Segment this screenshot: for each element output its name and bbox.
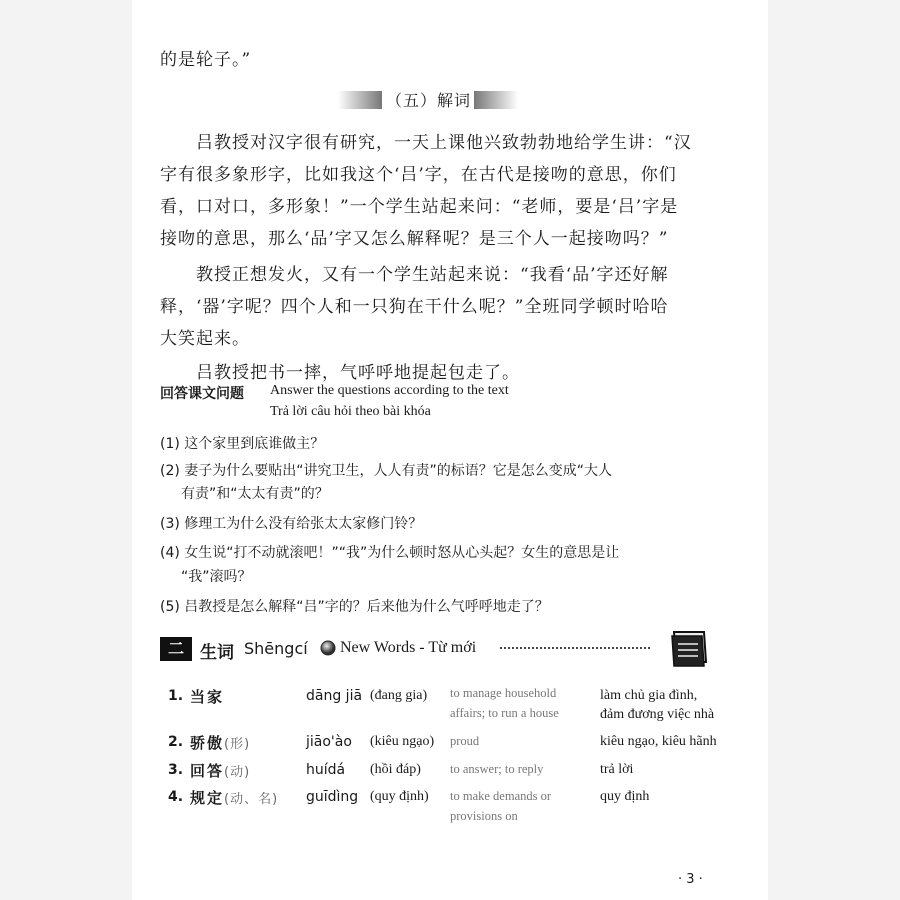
word-pinyin: guīdìng [306,789,359,805]
section-heading [338,88,518,112]
word-english: to manage household affairs; to run a house [450,686,559,720]
story-line: 吕教授把书一摔，气呼呼地提起包走了。 [196,363,520,383]
word-vietnamese: trả lời [600,762,634,777]
continued-line: 的是轮子。” [160,50,252,70]
question-2: (2) 妻子为什么要贴出“讲究卫生，人人有责”的标语？它是怎么变成“大人 [160,463,613,479]
word-vietnamese: làm chủ gia đình, đảm đương việc nhà [600,688,715,722]
story-line: 教授正想发火，又有一个学生站起来说：“我看‘品’字还好解 [196,265,669,285]
story-line: 释，‘器’字呢？四个人和一只狗在干什么呢？”全班同学顿时哈哈 [160,297,669,317]
question-4: (4) 女生说“打不动就滚吧！”“我”为什么顿时怒从心头起？女生的意思是让 [160,545,620,561]
story-line: 看，口对口，多形象！”一个学生站起来问：“老师，要是‘吕’字是 [160,197,679,217]
word-chinese: 回答(动) [190,762,251,780]
question-4-cont: “我”滚吗？ [181,569,252,585]
question-1: (1) 这个家里到底谁做主？ [160,436,325,452]
dotted-leader [500,647,650,649]
new-words-title-en: New Words - Từ mới [340,639,477,656]
question-5: (5) 吕教授是怎么解释“吕”字的？后来他为什么气呼呼地走了？ [160,599,549,615]
word-number: 3. [168,762,184,778]
heading-bar-left [338,91,382,109]
question-3: (3) 修理工为什么没有给张太太家修门铃？ [160,516,423,532]
new-words-header [160,637,700,665]
story-line: 字有很多象形字，比如我这个‘吕’字，在古代是接吻的意思，你们 [160,165,677,185]
word-pinyin: dāng jiā [306,688,363,704]
questions-title-vi: Trả lời câu hỏi theo bài khóa [270,404,431,419]
story-line: 接吻的意思，那么‘品’字又怎么解释呢？是三个人一起接吻吗？” [160,229,669,249]
word-sino-vietnamese: (quy định) [370,789,429,804]
word-vietnamese: quy định [600,789,650,804]
word-english: proud [450,734,480,748]
word-english: to answer; to reply [450,762,544,776]
word-chinese: 规定(动、名) [190,789,279,807]
new-words-title-cn: 生词 [200,643,234,663]
notebook-icon [668,628,710,670]
story-line: 吕教授对汉字很有研究，一天上课他兴致勃勃地给学生讲：“汉 [196,133,692,153]
question-2-cont: 有责”和“太太有责”的？ [181,486,329,502]
word-part-of-speech: (形) [224,737,251,752]
questions-title: 回答课文问题 [160,386,244,402]
new-words-title-pinyin: Shēngcí [244,639,308,658]
questions-title-en: Answer the questions according to the text [270,383,509,398]
word-pinyin: huídá [306,762,346,778]
story-line: 大笑起来。 [160,329,250,349]
word-sino-vietnamese: (kiêu ngạo) [370,734,435,749]
section-number-badge: 二 [160,637,192,661]
word-chinese: 当家 [190,688,225,706]
heading-bar-right [474,91,518,109]
word-vietnamese: kiêu ngạo, kiêu hãnh [600,734,717,749]
word-pinyin: jiāo'ào [306,734,352,750]
page-number: · 3 · [678,872,703,887]
word-chinese: 骄傲(形) [190,734,251,752]
word-part-of-speech: (动、名) [224,792,279,807]
circle-ornament-icon [320,640,336,656]
section-title: （五）解词 [386,91,472,110]
word-part-of-speech: (动) [224,765,251,780]
word-number: 4. [168,789,184,805]
word-number: 1. [168,688,184,704]
word-sino-vietnamese: (đang gia) [370,688,428,703]
word-sino-vietnamese: (hồi đáp) [370,762,421,777]
word-english: to make demands or provisions on [450,789,552,823]
word-number: 2. [168,734,184,750]
